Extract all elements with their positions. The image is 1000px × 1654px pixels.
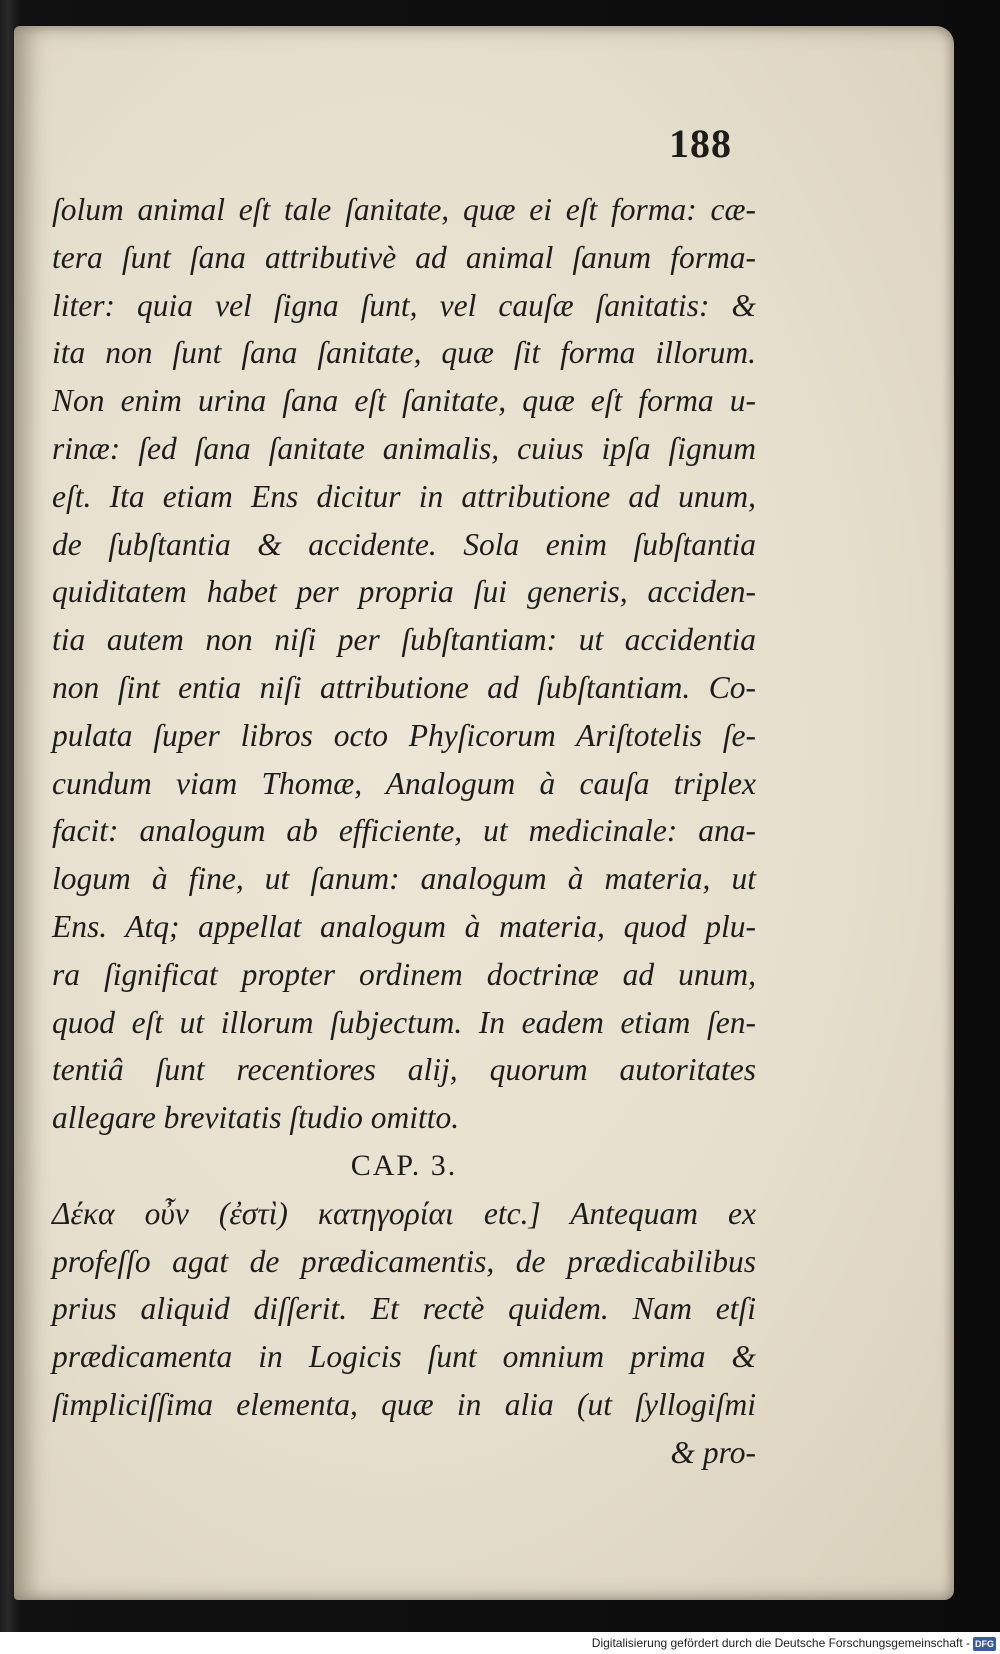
text-line: liter: quia vel ſigna ſunt, vel cauſæ ſanitatis: & [52, 287, 756, 323]
text-line: Non enim urina ſana eſt ſanitate, quæ eſt forma u- [52, 383, 756, 419]
book-page [14, 26, 954, 1600]
body-text [52, 186, 756, 1477]
chapter-text-line: prædicamenta in Logicis ſunt omnium prima & [52, 1339, 756, 1375]
text-line: eſt. Ita etiam Ens dicitur in attributione ad unum, [52, 478, 756, 514]
text-line: non ſint entia niſi attributione ad ſubſtantiam. Co- [52, 669, 756, 705]
chapter-text-line: prius aliquid diſſerit. Et rectè quidem. Nam etſi [52, 1291, 756, 1327]
text-line: logum à fine, ut ſanum: analogum à materia, ut [52, 861, 756, 897]
chapter-heading: CAP. 3. [350, 1148, 458, 1182]
text-line: allegare brevitatis ſtudio omitto. [52, 1100, 460, 1136]
text-line: cundum viam Thomæ, Analogum à cauſa triplex [52, 765, 756, 801]
text-line: rinæ: ſed ſana ſanitate animalis, cuius ipſa ſignum [52, 430, 756, 466]
chapter-text-line: profeſſo agat de prædicamentis, de prædicabilibus [52, 1243, 756, 1279]
text-line: tentiâ ſunt recentiores alij, quorum autoritates [52, 1052, 756, 1088]
text-line: ita non ſunt ſana ſanitate, quæ ſit forma illorum. [52, 335, 756, 371]
text-line: pulata ſuper libros octo Phyſicorum Ariſtotelis ſe- [52, 717, 756, 753]
footer-credit-bar [0, 1632, 1000, 1654]
text-line: ſolum animal eſt tale ſanitate, quæ ei eſt forma: cæ- [52, 192, 756, 227]
catchword: & pro- [670, 1434, 756, 1470]
text-line: tia autem non niſi per ſubſtantiam: ut accidentia [52, 622, 756, 658]
text-line: tera ſunt ſana attributivè ad animal ſanum forma- [52, 239, 756, 275]
chapter-text-line: ſimpliciſſima elementa, quæ in alia (ut ſyllogiſmi [52, 1386, 756, 1422]
text-line: quiditatem habet per propria ſui generis, acciden- [52, 574, 756, 610]
funding-credit: Digitalisierung gefördert durch die Deutsche Forschungsgemeinschaft - [591, 1636, 970, 1650]
text-line: de ſubſtantia & accidente. Sola enim ſubſtantia [52, 526, 756, 562]
text-line: facit: analogum ab efficiente, ut medicinale: ana- [52, 813, 756, 849]
text-line: Ens. Atq; appellat analogum à materia, quod plu- [52, 908, 756, 944]
page-number: 188 [669, 121, 732, 166]
text-line: quod eſt ut illorum ſubjectum. In eadem etiam ſen- [52, 1004, 756, 1040]
chapter-text-line: Δέκα οὖν (ἐστὶ) κατηγορίαι etc.] Antequam ex [52, 1195, 756, 1231]
dfg-logo-icon: DFG [975, 1639, 994, 1649]
text-line: ra ſignificat propter ordinem doctrinæ ad unum, [52, 956, 756, 992]
